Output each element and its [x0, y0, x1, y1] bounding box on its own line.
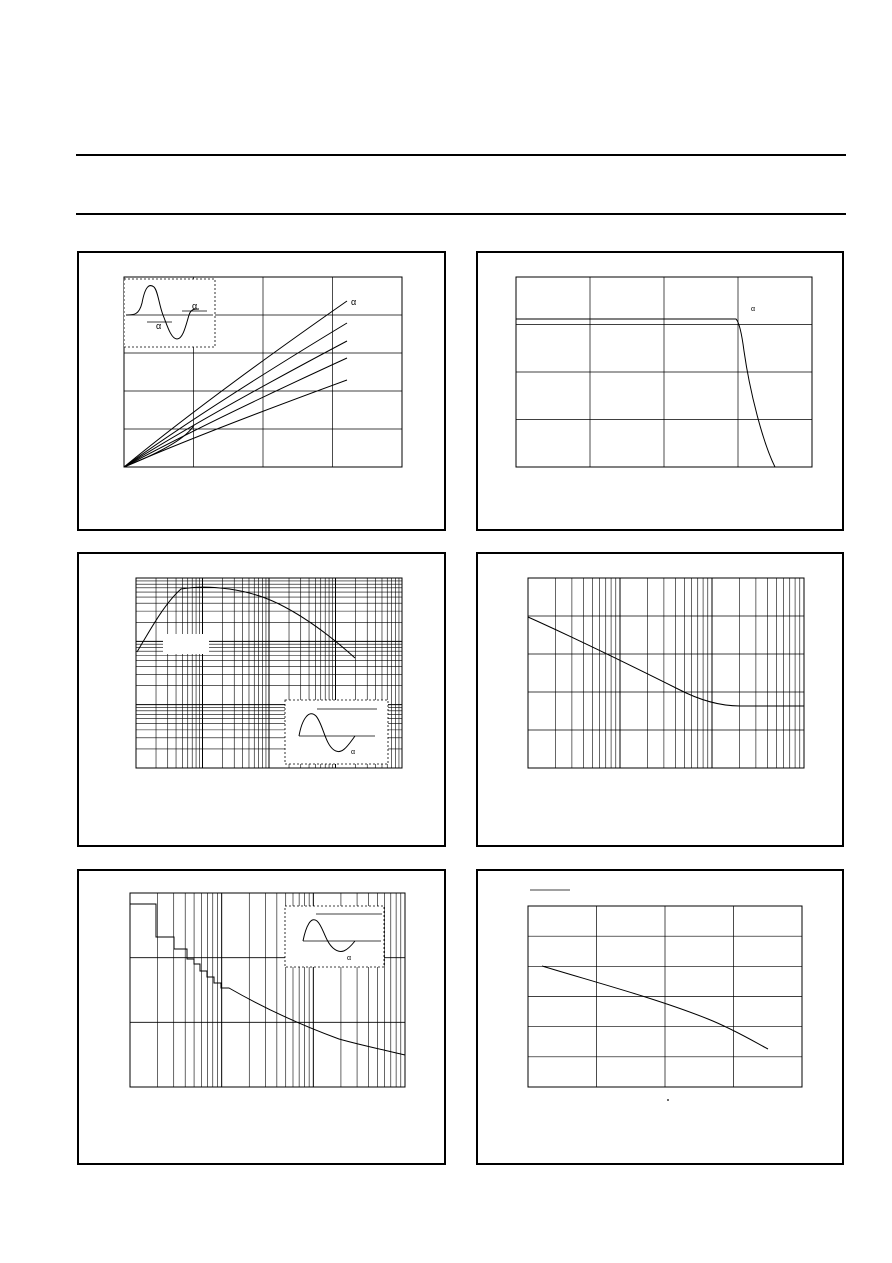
figure-6-marker — [667, 1099, 669, 1101]
plot-frame — [528, 578, 804, 768]
figure-5-inset-label: α — [347, 955, 352, 962]
figure-3-inset-box — [285, 700, 388, 764]
figure-3-panel — [77, 552, 446, 847]
figure-4-grid — [528, 578, 804, 768]
figure-6-grid — [528, 906, 802, 1087]
figure-1-inset-box — [124, 279, 215, 347]
figure-6-curve — [542, 966, 768, 1049]
figure-1-curve-label: α — [351, 297, 357, 307]
figure-4-curve — [528, 617, 804, 706]
header-rule-bottom — [76, 213, 846, 215]
figure-6-chart — [478, 871, 846, 1167]
figure-5-chart — [79, 871, 448, 1167]
figure-2-curve — [516, 319, 775, 467]
figure-5-panel — [77, 869, 446, 1165]
figure-1-inset-label-2: α — [192, 301, 198, 311]
figure-1-curve-4 — [124, 358, 347, 467]
header-rule-top — [76, 154, 846, 156]
figure-1-panel — [77, 251, 446, 531]
figure-2-grid — [516, 277, 812, 467]
figure-3-chart — [79, 554, 448, 849]
figure-1-curve-5 — [124, 380, 347, 467]
figure-1-curve-3 — [124, 341, 347, 467]
figure-3-inset-label: α — [351, 749, 356, 756]
figure-3-legend-mask — [163, 634, 209, 654]
figure-1-chart — [79, 253, 448, 533]
figure-5-inset-box — [285, 906, 384, 967]
figure-1-inset-label-1: α — [156, 321, 162, 331]
figure-4-chart — [478, 554, 846, 849]
figure-6-panel — [476, 869, 844, 1165]
figure-2-panel — [476, 251, 844, 531]
figure-4-panel — [476, 552, 844, 847]
figure-2-curve-label: α — [751, 306, 756, 313]
figure-2-chart — [478, 253, 846, 533]
